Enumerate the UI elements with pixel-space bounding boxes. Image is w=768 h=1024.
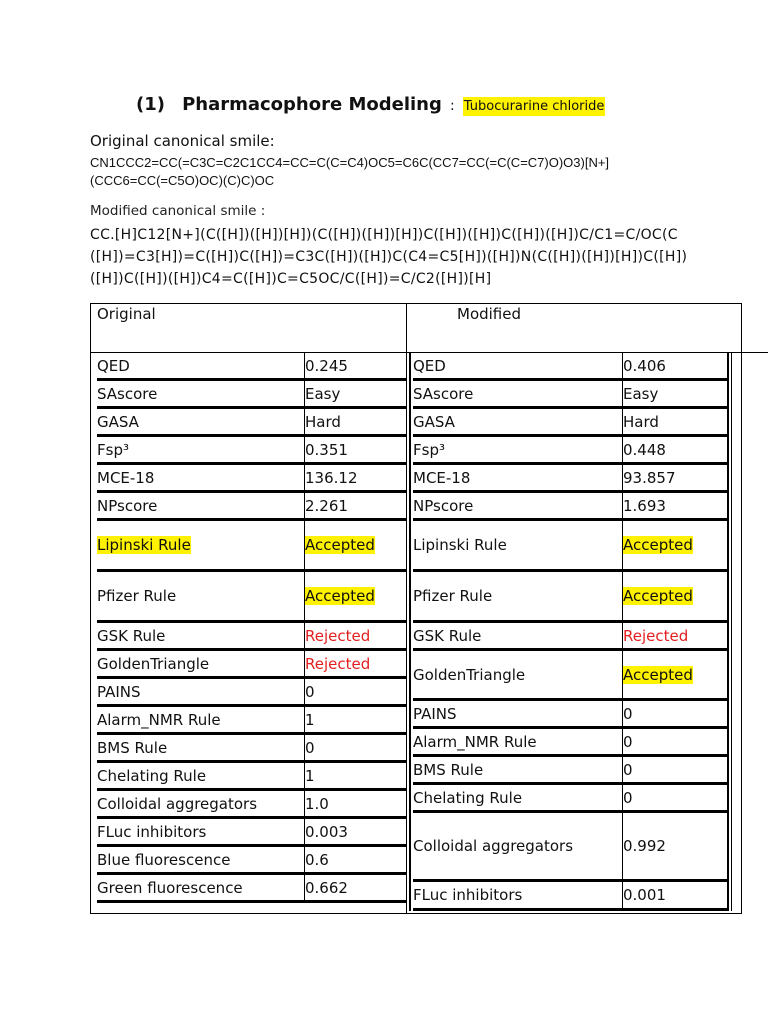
row-value xyxy=(622,882,730,908)
table-row xyxy=(413,813,729,882)
row-key-text: QED xyxy=(97,356,130,375)
row-key xyxy=(413,381,473,406)
row-value-text: 0 xyxy=(623,788,633,807)
table-right-border-inner xyxy=(731,353,732,911)
row-value xyxy=(304,353,408,378)
table-row xyxy=(413,572,729,623)
row-key xyxy=(413,813,573,879)
row-value-text: 0 xyxy=(305,682,315,701)
row-value-text: 0 xyxy=(623,760,633,779)
row-key xyxy=(413,882,522,908)
row-key-text: NPscore xyxy=(413,496,474,515)
table-row xyxy=(413,409,729,437)
row-key-text: QED xyxy=(413,356,446,375)
table-row xyxy=(413,785,729,813)
row-key-text: PAINS xyxy=(97,682,141,701)
row-value xyxy=(304,847,408,872)
row-value xyxy=(304,763,408,788)
row-key-text: Pfizer Rule xyxy=(413,587,493,605)
row-value-text: 0.406 xyxy=(623,356,666,375)
table-row xyxy=(97,875,407,903)
row-value xyxy=(304,735,408,760)
table-row xyxy=(413,651,729,701)
row-key xyxy=(97,437,129,462)
row-value-text: 0 xyxy=(623,732,633,751)
table-row xyxy=(413,882,729,911)
row-value xyxy=(304,623,408,648)
modified-smile-value: CC.[H]C12[N+](C([H])([H])[H])(C([H])([H])[H])C([H])([H])C([H])([H])C/C1=C/OC(C([H])=C3[H])=C([H])C([H])=C3C([H])([H])C(C4=C5[H])([H])N(C([H])([H])[H])C([H])([H])C([H])([H])C4=C([H])C=C5OC/C([H])=C/C2([H])[H] xyxy=(90,227,688,287)
original-smile-value: CN1CCC2=CC(=C3C=C2C1CC4=CC=C(C=C4)OC5=C6C(CC7=CC(=C(C=C7)O)O3)[N+](CCC6=CC(=C5O)OC)(C)C)OC xyxy=(90,155,610,188)
row-key xyxy=(413,353,446,378)
table-row xyxy=(97,819,407,847)
row-value-text: Hard xyxy=(623,412,659,431)
row-key-text: Alarm_NMR Rule xyxy=(413,732,537,751)
table-row xyxy=(97,353,407,381)
row-key-text: SAscore xyxy=(97,384,158,403)
row-value xyxy=(622,757,730,782)
row-value xyxy=(304,679,408,704)
row-key xyxy=(97,623,165,648)
row-key-text: Colloidal aggregators xyxy=(413,837,574,855)
row-value-text: 0.6 xyxy=(305,850,329,869)
section-title: Pharmacophore Modeling xyxy=(182,94,442,115)
row-value xyxy=(622,465,730,490)
row-value xyxy=(304,493,408,518)
row-key-text: GASA xyxy=(97,412,139,431)
row-key xyxy=(413,623,481,648)
row-key-text: GSK Rule xyxy=(97,626,166,645)
rejected-badge: Rejected xyxy=(305,626,371,645)
table-row xyxy=(413,465,729,493)
row-key-text: Chelating Rule xyxy=(97,766,207,785)
table-row xyxy=(97,493,407,521)
row-value xyxy=(622,572,730,620)
row-value xyxy=(622,651,730,698)
row-key-text: GSK Rule xyxy=(413,626,482,645)
table-row xyxy=(413,757,729,785)
row-value-text: 1 xyxy=(305,766,315,785)
row-key-text: FLuc inhibitors xyxy=(413,886,523,904)
row-value-text: 0 xyxy=(305,738,315,757)
row-key xyxy=(413,785,522,810)
row-key-text: MCE-18 xyxy=(97,468,155,487)
row-key xyxy=(97,572,176,620)
table-row xyxy=(97,381,407,409)
row-value xyxy=(622,729,730,754)
row-value xyxy=(622,521,730,569)
modified-smile-label: Modified canonical smile : xyxy=(90,203,266,219)
row-value-text: 1.693 xyxy=(623,496,666,515)
row-key-text: Fsp³ xyxy=(413,440,445,459)
row-key-text: Lipinski Rule xyxy=(413,536,507,554)
row-value xyxy=(304,819,408,844)
accepted-badge: Accepted xyxy=(623,536,693,554)
row-key xyxy=(97,791,257,816)
table-row xyxy=(97,409,407,437)
row-key-text: MCE-18 xyxy=(413,468,471,487)
row-key xyxy=(97,521,191,569)
row-value-text: Easy xyxy=(623,384,659,403)
table-row xyxy=(97,707,407,735)
accepted-badge: Accepted xyxy=(305,587,375,605)
section-number: (1) xyxy=(136,94,165,115)
row-value xyxy=(622,493,730,518)
row-value xyxy=(304,521,408,569)
table-inner-border xyxy=(409,353,411,911)
table-row xyxy=(97,437,407,465)
rejected-badge: Rejected xyxy=(623,626,689,645)
row-value xyxy=(304,465,408,490)
row-key xyxy=(97,735,167,760)
section-heading xyxy=(136,94,605,115)
row-value xyxy=(622,381,730,406)
row-key xyxy=(97,819,206,844)
row-key-text: Lipinski Rule xyxy=(97,536,191,554)
table-row xyxy=(413,353,729,381)
row-key-text: FLuc inhibitors xyxy=(97,822,207,841)
row-value-text: Hard xyxy=(305,412,341,431)
row-value xyxy=(304,381,408,406)
row-key xyxy=(413,701,457,726)
row-key xyxy=(413,729,537,754)
row-value-text: 0.245 xyxy=(305,356,348,375)
row-key xyxy=(97,465,154,490)
row-key xyxy=(97,707,221,732)
table-row xyxy=(97,651,407,679)
row-key-text: Chelating Rule xyxy=(413,788,523,807)
row-value-text: 0.448 xyxy=(623,440,666,459)
table-row xyxy=(413,437,729,465)
row-key xyxy=(413,651,525,698)
row-value xyxy=(304,875,408,900)
row-value-text: 0.351 xyxy=(305,440,348,459)
row-key xyxy=(97,875,243,900)
row-value-text: 2.261 xyxy=(305,496,348,515)
table-row xyxy=(97,791,407,819)
table-header-modified: Modified xyxy=(457,305,522,323)
row-value-text: 136.12 xyxy=(305,468,358,487)
table-row xyxy=(97,465,407,493)
row-value xyxy=(304,707,408,732)
row-key-text: SAscore xyxy=(413,384,474,403)
table-row xyxy=(97,521,407,572)
row-value xyxy=(304,791,408,816)
row-value xyxy=(622,409,730,434)
row-value-text: 0.992 xyxy=(623,837,666,855)
row-key xyxy=(97,381,157,406)
row-key xyxy=(413,493,473,518)
row-key-text: BMS Rule xyxy=(413,760,484,779)
table-row xyxy=(97,623,407,651)
row-key-text: BMS Rule xyxy=(97,738,168,757)
table-row xyxy=(97,847,407,875)
row-key xyxy=(97,493,157,518)
row-value-text: 0.001 xyxy=(623,886,666,904)
row-value xyxy=(304,409,408,434)
row-value-text: Easy xyxy=(305,384,341,403)
table-row xyxy=(97,679,407,707)
row-key-text: Colloidal aggregators xyxy=(97,794,258,813)
row-value xyxy=(622,701,730,726)
row-key-text: GASA xyxy=(413,412,455,431)
original-smile-label: Original canonical smile: xyxy=(90,132,275,150)
row-value xyxy=(304,437,408,462)
table-row xyxy=(413,623,729,651)
row-value-text: 0.003 xyxy=(305,822,348,841)
row-key-text: PAINS xyxy=(413,704,457,723)
table-row xyxy=(413,493,729,521)
table-row xyxy=(413,701,729,729)
row-key xyxy=(413,437,445,462)
row-value-text: 93.857 xyxy=(623,468,676,487)
row-key xyxy=(413,465,470,490)
row-key xyxy=(97,409,139,434)
row-value-text: 1.0 xyxy=(305,794,329,813)
compound-name: Tubocurarine chloride xyxy=(463,99,605,114)
row-value xyxy=(622,785,730,810)
row-key xyxy=(97,353,130,378)
row-value xyxy=(622,623,730,648)
row-key xyxy=(413,409,455,434)
row-key xyxy=(413,572,492,620)
heading-colon: : xyxy=(449,98,455,114)
rejected-badge: Rejected xyxy=(305,654,371,673)
row-value xyxy=(304,572,408,620)
row-key xyxy=(97,679,141,704)
table-header-original: Original xyxy=(97,305,156,323)
row-key-text: NPscore xyxy=(97,496,158,515)
row-key xyxy=(97,651,209,676)
table-row xyxy=(413,381,729,409)
accepted-badge: Accepted xyxy=(305,536,375,554)
table-row xyxy=(97,572,407,623)
accepted-badge: Accepted xyxy=(623,665,693,684)
table-row xyxy=(413,729,729,757)
row-key-text: Pfizer Rule xyxy=(97,587,177,605)
row-key-text: Alarm_NMR Rule xyxy=(97,710,221,729)
row-value-text: 0 xyxy=(623,704,633,723)
row-key xyxy=(97,763,206,788)
row-value xyxy=(304,651,408,676)
row-value-text: 1 xyxy=(305,710,315,729)
row-value xyxy=(622,813,730,879)
row-key-text: Blue fluorescence xyxy=(97,850,231,869)
row-key xyxy=(413,757,483,782)
row-key-text: GoldenTriangle xyxy=(97,654,210,673)
table-row xyxy=(413,521,729,572)
row-key-text: GoldenTriangle xyxy=(413,665,526,684)
row-value xyxy=(622,353,730,378)
row-key xyxy=(413,521,507,569)
row-key-text: Fsp³ xyxy=(97,440,129,459)
accepted-badge: Accepted xyxy=(623,587,693,605)
row-key xyxy=(97,847,230,872)
table-row xyxy=(97,735,407,763)
table-row xyxy=(97,763,407,791)
row-value-text: 0.662 xyxy=(305,878,348,897)
row-key-text: Green fluorescence xyxy=(97,878,243,897)
row-value xyxy=(622,437,730,462)
